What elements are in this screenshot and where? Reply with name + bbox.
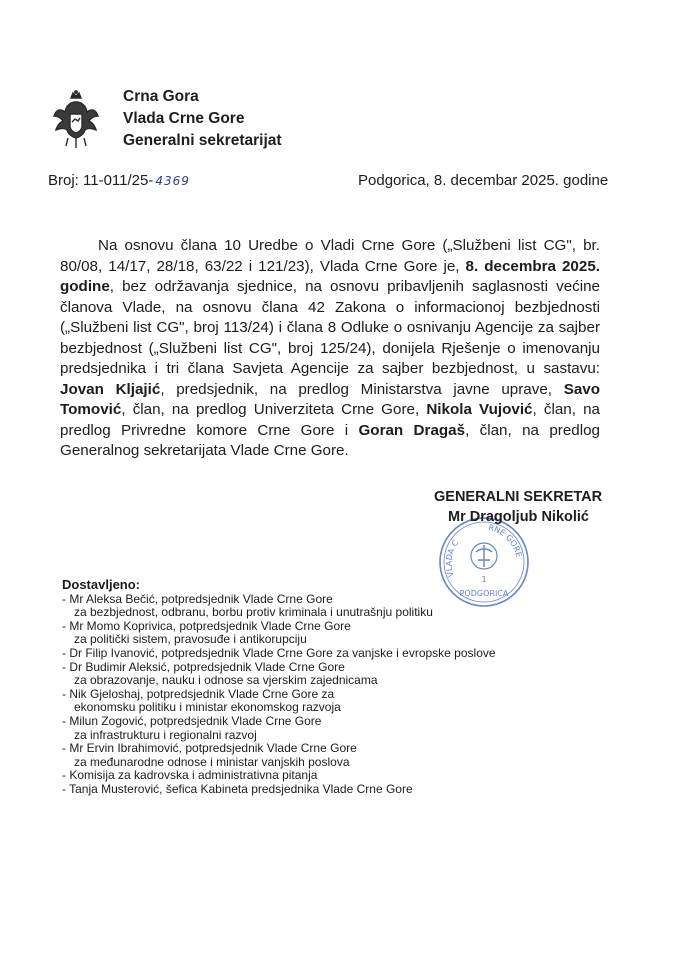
coat-of-arms-icon [52,90,100,152]
list-item: - Dr Budimir Aleksić, potpredsjednik Vlade Crne Gore za obrazovanje, nauku i odnose sa vjerskim zajednicama [62,659,378,688]
list-item: - Mr Momo Koprivica, potpredsjednik Vlade Crne Gore za politički sistem, pravosuđe i antikorupciju [62,618,351,647]
handwritten-number: 4369 [155,174,190,188]
list-item: - Dr Filip Ivanović, potpredsjednik Vlade Crne Gore za vanjske i evropske poslove [62,645,496,660]
member-name: Savo Tomović [60,380,600,418]
signatory-name: Mr Dragoljub Nikolić [448,509,589,525]
list-item: - Milun Zogović, potpredsjednik Vlade Crne Gore za infrastrukturu i regionalni razvoj [62,713,322,742]
list-item: - Komisija za kadrovska i administrativna pitanja [62,768,318,783]
decision-date: 8. decembra 2025. godine [60,257,600,295]
reference-number [48,172,190,189]
member-name: Nikola Vujović [426,401,533,418]
member-name: Goran Dragaš [358,421,466,439]
list-item: - Nik Gjeloshaj, potpredsjednik Vlade Crne Gore za ekonomsku politiku i ministar ekonomskog razvoja [62,686,341,715]
signatory-title: GENERALNI SEKRETAR [434,489,603,505]
distribution-heading: Dostavljeno: [62,577,141,592]
stamp-city: PODGORICA [459,589,509,598]
distribution-list [62,578,496,797]
member-name: Jovan Kljajić [60,380,161,398]
svg-text:VLADA C [445,538,461,578]
place-date: Podgorica, 8. decembar 2025. godine [358,172,609,189]
secretariat-name: Generalni sekretarijat [123,132,282,149]
reference-label: Broj: 11-011/25- [48,172,154,189]
letterhead [123,86,282,152]
list-item: - Mr Ervin Ibrahimović, potpredsjednik Vlade Crne Gore za međunarodne odnose i ministar vanjskih poslova [62,741,357,769]
stamp-text-right: RNE GORE [487,523,524,559]
stamp-number: 1 [481,575,487,584]
government-name: Vlada Crne Gore [123,110,245,127]
list-item: - Tanja Musterović, šefica Kabineta predsjednika Vlade Crne Gore [62,781,413,796]
list-item: - Mr Aleksa Bečić, potpredsjednik Vlade Crne Gore za bezbjednost, odbranu, borbu protiv kriminala i unutrašnju politiku [62,591,433,620]
main-paragraph: Na osnovu člana 10 Uredbe o Vladi Crne Gore („Službeni list CG", br. 80/08, 14/17, 28/18, 63/22 i 121/23), Vlada Crne Gore je, 8. decembra 2025. godine, bez održavanja sjednice, na osnovu pribavljenih saglasnosti većine članova Vlade, na osnovu člana 42 Zakona o informacionoj bezbjednosti („Službeni list CG", broj 113/24) i člana 8 Odluke o osnivanju Agencije za sajber bezbjednost („Službeni list CG", broj 125/24), donijela Rješenje o imenovanju predsjednika i tri člana Savjeta Agencije za sajber bezbjednost, u sastavu: Jovan Kljajić, predsjednik, na predlog Ministarstva javne uprave, Savo Tomović, član, na predlog Univerziteta Crne Gore, Nikola Vujović, član, na predlog Privredne komore Crne Gore i Goran Dragaš, član, na predlog Generalnog sekretarijata Vlade Crne Gore. [60,237,601,459]
country-name: Crna Gora [123,88,199,105]
stamp-text-left: VLADA C [444,538,461,579]
